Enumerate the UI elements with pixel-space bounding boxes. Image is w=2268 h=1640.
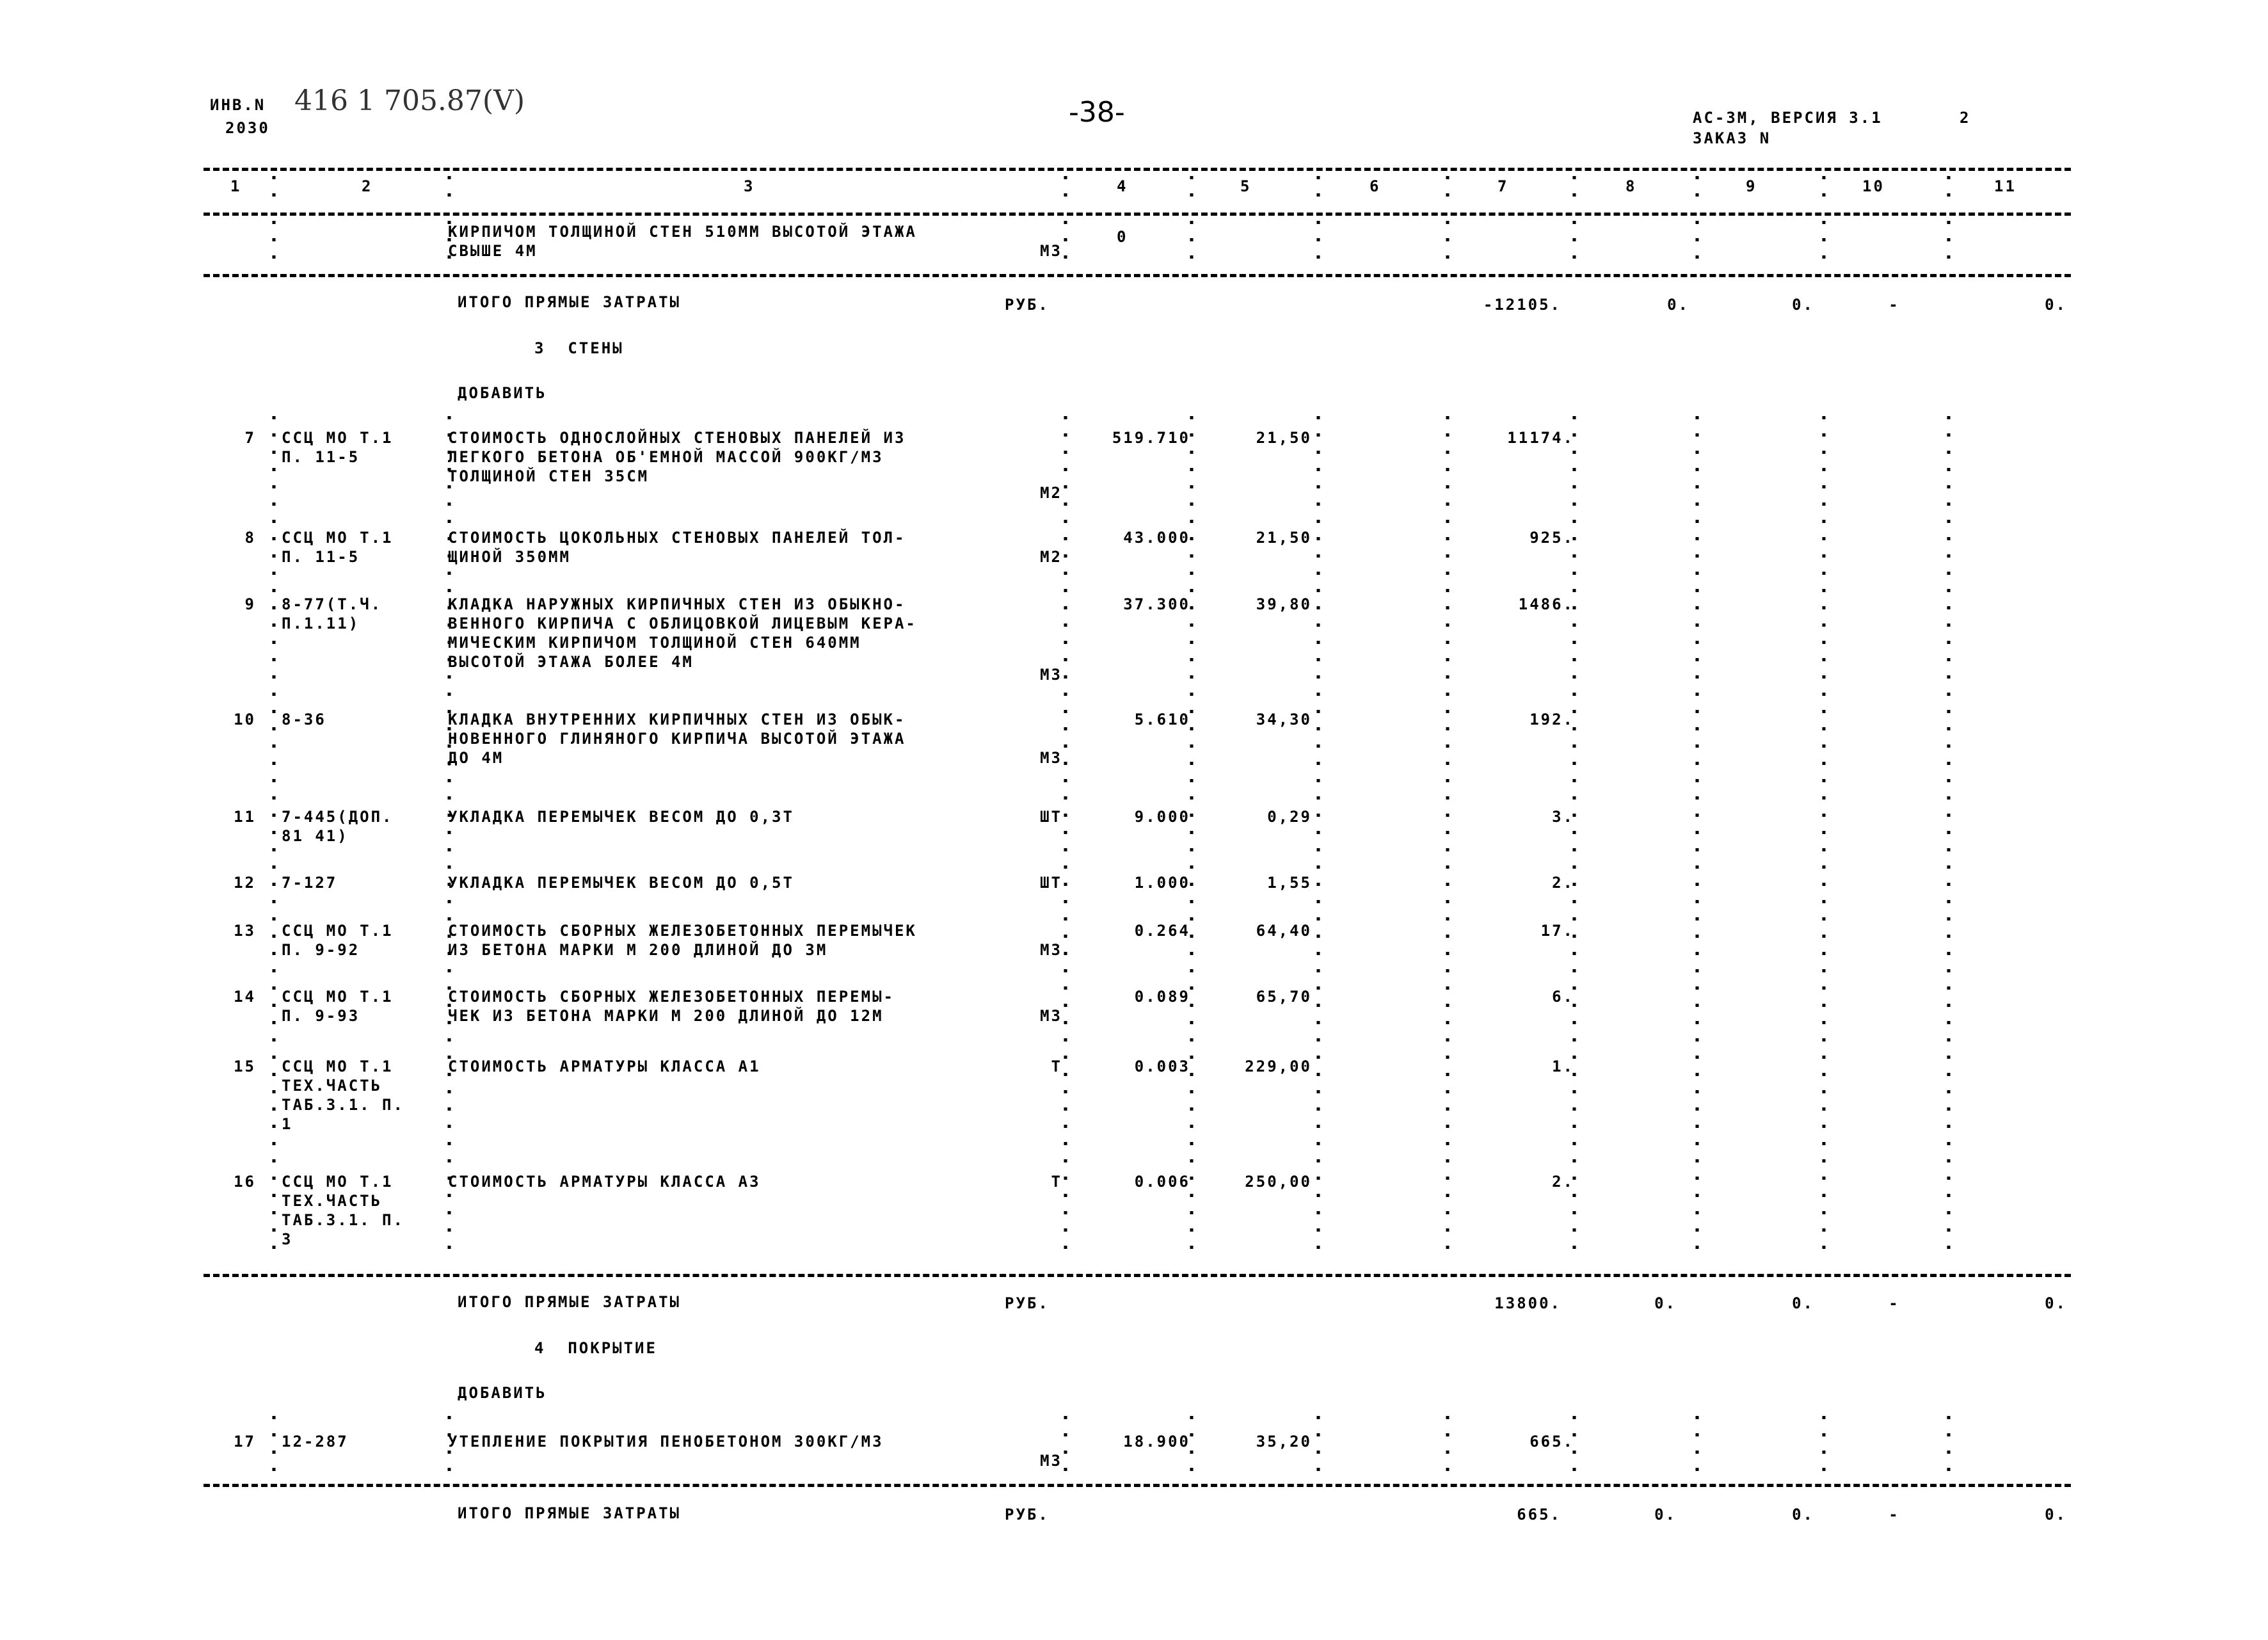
- row-quantity: 5.610: [1134, 711, 1190, 728]
- row-quantity: 0.089: [1134, 988, 1190, 1006]
- row-unit: М3: [1040, 1007, 1062, 1025]
- row-code: ССЦ МО Т.1: [282, 429, 394, 447]
- total-col8: 0.: [1654, 1294, 1677, 1312]
- order-label: ЗАКАЗ N: [1693, 129, 1771, 147]
- row-code: 12-287: [282, 1433, 349, 1451]
- row-number: 13: [234, 922, 256, 940]
- total-label: ИТОГО ПРЯМЫЕ ЗАТРАТЫ: [458, 293, 681, 311]
- column-header: 11: [1994, 177, 2016, 195]
- total-col11: 0.: [2045, 296, 2067, 314]
- row-number: 16: [234, 1173, 256, 1191]
- column-header: 2: [362, 177, 373, 195]
- row-code: П.1.11): [282, 615, 360, 632]
- row-quantity: 37.300: [1123, 595, 1190, 613]
- row-number: 14: [234, 988, 256, 1006]
- row-description: КЛАДКА ВНУТРЕННИХ КИРПИЧНЫХ СТЕН ИЗ ОБЫК-: [448, 711, 906, 728]
- column-header: 8: [1625, 177, 1637, 195]
- row-description: УКЛАДКА ПЕРЕМЫЧЕК ВЕСОМ ДО 0,5Т: [448, 874, 794, 892]
- row-code: П. 11-5: [282, 448, 360, 466]
- row-description: ДО 4М: [448, 749, 504, 767]
- row-description: ЧЕК ИЗ БЕТОНА МАРКИ М 200 ДЛИНОЙ ДО 12М: [448, 1007, 884, 1025]
- column-header: 4: [1117, 177, 1128, 195]
- row-code: 81 41): [282, 827, 349, 845]
- row-code: ТЕХ.ЧАСТЬ: [282, 1077, 383, 1095]
- row-code: ТЕХ.ЧАСТЬ: [282, 1192, 383, 1210]
- row-price: 39,80: [1256, 595, 1312, 613]
- row-number: 10: [234, 711, 256, 728]
- row-quantity: 0.006: [1134, 1173, 1190, 1191]
- inventory-number-handwritten: 416 1 705.87(V): [294, 84, 525, 117]
- row-code: 3: [282, 1230, 293, 1248]
- total-col9: 0.: [1792, 1294, 1814, 1312]
- row-code: 8-77(Т.Ч.: [282, 595, 383, 613]
- row-total: 1.: [1552, 1057, 1574, 1075]
- row-description: ТОЛЩИНОЙ СТЕН 35СМ: [448, 467, 650, 485]
- row-quantity: 18.900: [1123, 1433, 1190, 1451]
- row-price: 21,50: [1256, 429, 1312, 447]
- document-code: 2030: [225, 119, 270, 137]
- row-description: СТОИМОСТЬ АРМАТУРЫ КЛАССА А1: [448, 1057, 761, 1075]
- row-number: 7: [244, 429, 256, 447]
- carryover-description: СВЫШЕ 4М: [448, 242, 538, 260]
- row-description: ВЕННОГО КИРПИЧА С ОБЛИЦОВКОЙ ЛИЦЕВЫМ КЕРА-: [448, 615, 917, 632]
- row-price: 65,70: [1256, 988, 1312, 1006]
- row-total: 192.: [1529, 711, 1574, 728]
- row-description: КЛАДКА НАРУЖНЫХ КИРПИЧНЫХ СТЕН ИЗ ОБЫКНО-: [448, 595, 906, 613]
- carryover-unit: М3: [1040, 242, 1062, 260]
- total-col7: 13800.: [1494, 1294, 1561, 1312]
- program-mark: 2: [1960, 109, 1971, 127]
- column-header: 7: [1497, 177, 1509, 195]
- row-description: СТОИМОСТЬ ОДНОСЛОЙНЫХ СТЕНОВЫХ ПАНЕЛЕЙ ИЗ: [448, 429, 906, 447]
- section-title: 4 ПОКРЫТИЕ: [534, 1339, 657, 1357]
- row-price: 1,55: [1267, 874, 1312, 892]
- total-col10: -: [1889, 296, 1900, 314]
- row-total: 11174.: [1507, 429, 1574, 447]
- row-total: 2.: [1552, 874, 1574, 892]
- row-code: 8-36: [282, 711, 326, 728]
- row-total: 6.: [1552, 988, 1574, 1006]
- row-quantity: 0.003: [1134, 1057, 1190, 1075]
- row-description: УТЕПЛЕНИЕ ПОКРЫТИЯ ПЕНОБЕТОНОМ 300КГ/М3: [448, 1433, 884, 1451]
- total-col11: 0.: [2045, 1506, 2067, 1523]
- total-col10: -: [1889, 1294, 1900, 1312]
- row-code: ССЦ МО Т.1: [282, 529, 394, 547]
- column-header: 9: [1746, 177, 1757, 195]
- row-code: ССЦ МО Т.1: [282, 1173, 394, 1191]
- total-col8: 0.: [1654, 1506, 1677, 1523]
- row-code: ТАБ.3.1. П.: [282, 1096, 404, 1114]
- column-header: 6: [1370, 177, 1381, 195]
- row-number: 11: [234, 808, 256, 826]
- row-number: 8: [244, 529, 256, 547]
- total-unit: РУБ.: [1005, 296, 1050, 314]
- row-quantity: 0.264: [1134, 922, 1190, 940]
- carryover-quantity: 0: [1117, 228, 1128, 246]
- row-unit: М3: [1040, 1452, 1062, 1470]
- row-total: 925.: [1529, 529, 1574, 547]
- row-unit: М3: [1040, 749, 1062, 767]
- row-quantity: 9.000: [1134, 808, 1190, 826]
- row-unit: М3: [1040, 666, 1062, 684]
- row-price: 34,30: [1256, 711, 1312, 728]
- row-description: СТОИМОСТЬ АРМАТУРЫ КЛАССА А3: [448, 1173, 761, 1191]
- row-unit: ШТ: [1040, 808, 1062, 826]
- row-code: ССЦ МО Т.1: [282, 1057, 394, 1075]
- total-col7: -12105.: [1483, 296, 1561, 314]
- row-description: ЛЕГКОГО БЕТОНА ОБ'ЕМНОЙ МАССОЙ 900КГ/М3: [448, 448, 884, 466]
- row-code: 1: [282, 1115, 293, 1133]
- row-unit: М2: [1040, 484, 1062, 502]
- row-quantity: 1.000: [1134, 874, 1190, 892]
- row-description: ВЫСОТОЙ ЭТАЖА БОЛЕЕ 4М: [448, 653, 694, 671]
- total-label: ИТОГО ПРЯМЫЕ ЗАТРАТЫ: [458, 1504, 681, 1522]
- row-number: 12: [234, 874, 256, 892]
- section-subtitle: ДОБАВИТЬ: [458, 1384, 547, 1402]
- total-col7: 665.: [1517, 1506, 1561, 1523]
- row-quantity: 43.000: [1123, 529, 1190, 547]
- row-quantity: 519.710: [1112, 429, 1190, 447]
- carryover-description: КИРПИЧОМ ТОЛЩИНОЙ СТЕН 510ММ ВЫСОТОЙ ЭТАЖА: [448, 223, 917, 241]
- row-price: 229,00: [1245, 1057, 1312, 1075]
- row-description: ЩИНОЙ 350ММ: [448, 548, 571, 566]
- row-code: 7-127: [282, 874, 338, 892]
- row-unit: М3: [1040, 941, 1062, 959]
- row-total: 665.: [1529, 1433, 1574, 1451]
- row-unit: ШТ: [1040, 874, 1062, 892]
- row-description: СТОИМОСТЬ ЦОКОЛЬНЫХ СТЕНОВЫХ ПАНЕЛЕЙ ТОЛ-: [448, 529, 906, 547]
- row-number: 9: [244, 595, 256, 613]
- row-code: ТАБ.3.1. П.: [282, 1211, 404, 1229]
- total-col8: 0.: [1667, 296, 1689, 314]
- inventory-label: ИНВ.N: [210, 96, 266, 114]
- row-total: 2.: [1552, 1173, 1574, 1191]
- column-header: 1: [230, 177, 242, 195]
- total-unit: РУБ.: [1005, 1294, 1050, 1312]
- row-description: НОВЕННОГО ГЛИНЯНОГО КИРПИЧА ВЫСОТОЙ ЭТАЖА: [448, 730, 906, 748]
- row-price: 250,00: [1245, 1173, 1312, 1191]
- row-total: 3.: [1552, 808, 1574, 826]
- row-description: УКЛАДКА ПЕРЕМЫЧЕК ВЕСОМ ДО 0,3Т: [448, 808, 794, 826]
- row-code: П. 9-93: [282, 1007, 360, 1025]
- row-unit: Т: [1051, 1173, 1062, 1191]
- row-description: СТОИМОСТЬ СБОРНЫХ ЖЕЛЕЗОБЕТОННЫХ ПЕРЕМЫ-: [448, 988, 895, 1006]
- row-unit: Т: [1051, 1057, 1062, 1075]
- column-header: 3: [744, 177, 755, 195]
- page-number: -38-: [1069, 96, 1125, 129]
- row-total: 17.: [1540, 922, 1574, 940]
- row-price: 0,29: [1267, 808, 1312, 826]
- row-unit: М2: [1040, 548, 1062, 566]
- total-unit: РУБ.: [1005, 1506, 1050, 1523]
- row-total: 1486.: [1518, 595, 1574, 613]
- row-code: П. 9-92: [282, 941, 360, 959]
- row-description: СТОИМОСТЬ СБОРНЫХ ЖЕЛЕЗОБЕТОННЫХ ПЕРЕМЫЧЕК: [448, 922, 917, 940]
- row-code: П. 11-5: [282, 548, 360, 566]
- row-description: ИЗ БЕТОНА МАРКИ М 200 ДЛИНОЙ ДО 3М: [448, 941, 828, 959]
- row-code: 7-445(ДОП.: [282, 808, 394, 826]
- section-subtitle: ДОБАВИТЬ: [458, 384, 547, 402]
- total-col9: 0.: [1792, 1506, 1814, 1523]
- total-col9: 0.: [1792, 296, 1814, 314]
- row-price: 64,40: [1256, 922, 1312, 940]
- column-header: 10: [1862, 177, 1885, 195]
- program-version: AC-3M, ВЕРСИЯ 3.1: [1693, 109, 1883, 127]
- row-description: МИЧЕСКИМ КИРПИЧОМ ТОЛЩИНОЙ СТЕН 640ММ: [448, 634, 861, 652]
- total-label: ИТОГО ПРЯМЫЕ ЗАТРАТЫ: [458, 1293, 681, 1311]
- section-title: 3 СТЕНЫ: [534, 339, 624, 357]
- row-price: 21,50: [1256, 529, 1312, 547]
- total-col10: -: [1889, 1506, 1900, 1523]
- row-code: ССЦ МО Т.1: [282, 988, 394, 1006]
- total-col11: 0.: [2045, 1294, 2067, 1312]
- row-number: 15: [234, 1057, 256, 1075]
- row-number: 17: [234, 1433, 256, 1451]
- row-code: ССЦ МО Т.1: [282, 922, 394, 940]
- column-header: 5: [1240, 177, 1252, 195]
- row-price: 35,20: [1256, 1433, 1312, 1451]
